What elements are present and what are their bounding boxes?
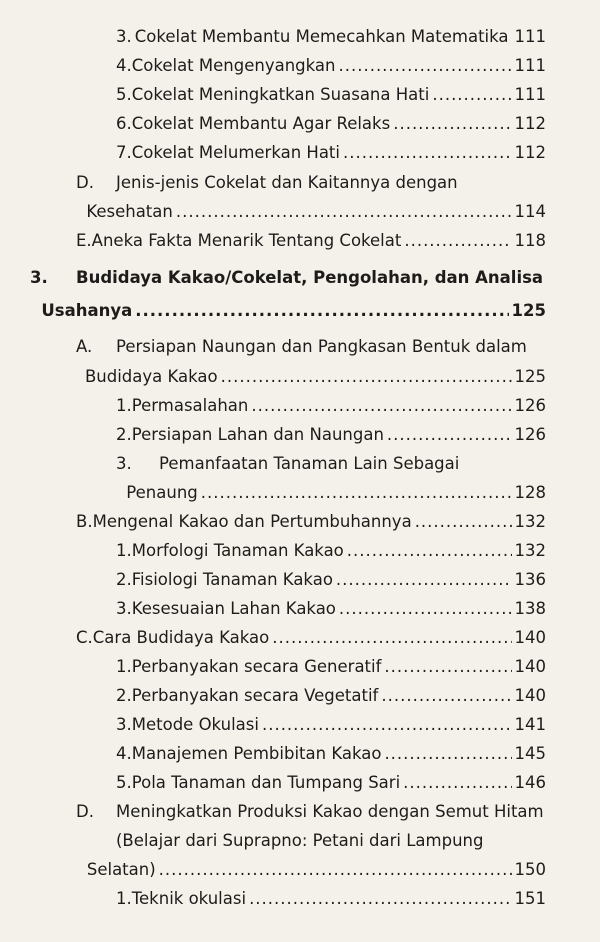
toc-entry-title: Usahanya [41,301,133,320]
toc-entry-number: 1. [116,657,132,676]
toc-entry [76,201,546,223]
toc-entry-number: D. [76,802,94,821]
toc-entry [116,26,546,48]
toc-page-number: 125 [511,301,546,320]
toc-entry [116,685,546,707]
toc-page-number: 112 [514,114,546,133]
toc-entry-title: Cokelat Melumerkan Hati [131,143,340,162]
toc-dot-leader [403,772,511,794]
toc-entry-title: Budidaya Kakao [84,367,218,386]
toc-entry-title: Morfologi Tanaman Kakao [131,541,344,560]
toc-entry-number: 2. [116,686,132,705]
toc-entry-number: 5. [116,85,132,104]
toc-entry-number: B. [76,512,93,531]
toc-dot-leader [393,113,511,135]
toc-page-number: 140 [514,628,546,647]
toc-entry [116,142,546,164]
toc-entry-number: D. [76,173,94,192]
toc-entry [76,366,546,388]
toc-entry-title: Pemanfaatan Tanaman Lain Sebagai [159,454,460,473]
toc-entry [116,395,546,417]
toc-page-number: 141 [514,715,546,734]
toc-entry [116,569,546,591]
toc-entry-number: 3. [116,454,132,473]
toc-entry [116,772,546,794]
toc-page-number: 150 [514,860,546,879]
toc-entry-title: Persiapan Naungan dan Pangkasan Bentuk dalam [116,337,527,356]
toc-entry [76,859,546,881]
toc-entry-number: C. [76,628,93,647]
toc-dot-leader [272,627,511,649]
toc-entry-title: (Belajar dari Suprapno: Petani dari Lampung [116,831,484,850]
toc-page-number: 140 [514,657,546,676]
toc-entry-number: 7. [116,143,132,162]
toc-dot-leader [135,300,508,322]
toc-dot-leader [201,482,512,504]
toc-entry-title: Cokelat Mengenyangkan [131,56,336,75]
toc-entry-title: Kesesuaian Lahan Kakao [131,599,336,618]
toc-dot-leader [404,230,511,252]
toc-page-number: 126 [514,425,546,444]
toc-entry [116,453,459,475]
toc-dot-leader [176,201,512,223]
toc-entry [116,55,546,77]
toc-entry-number: 3. [116,599,132,618]
toc-entry [116,888,546,910]
toc-entry-number: E. [76,231,92,250]
toc-dot-leader [384,656,511,678]
toc-entry-number: 2. [116,570,132,589]
toc-entry-title: Meningkatkan Produksi Kakao dengan Semut Hitam [116,802,544,821]
toc-entry [30,267,543,289]
toc-entry-title: Fisiologi Tanaman Kakao [131,570,333,589]
toc-entry-number: 3. [116,27,132,46]
toc-entry-number: 2. [116,425,132,444]
toc-entry-title: Perbanyakan secara Generatif [131,657,382,676]
toc-entry-title: Jenis-jenis Cokelat dan Kaitannya dengan [116,173,458,192]
toc-dot-leader [343,142,512,164]
toc-dot-leader [159,859,512,881]
toc-page-number: 146 [514,773,546,792]
toc-page-number: 112 [514,143,546,162]
toc-entry [116,598,546,620]
toc-entry [116,714,546,736]
toc-page-number: 132 [514,512,546,531]
toc-page-number: 151 [514,889,546,908]
toc-entry-number: 4. [116,56,132,75]
toc-page-number: 132 [514,541,546,560]
toc-entry-title: Budidaya Kakao/Cokelat, Pengolahan, dan Analisa [76,268,544,287]
toc-page-number: 126 [514,396,546,415]
toc-entry [76,230,546,252]
toc-entry-title: Metode Okulasi [131,715,259,734]
toc-dot-leader [381,685,511,707]
toc-entry-title: Cokelat Membantu Agar Relaks [131,114,391,133]
toc-dot-leader [249,888,511,910]
toc-page-number: 136 [514,570,546,589]
toc-page-number: 111 [514,85,546,104]
toc-dot-leader [338,55,511,77]
toc-entry-number: 3. [30,268,48,287]
toc-entry [116,743,546,765]
toc-entry-title: Cokelat Membantu Memecahkan Matematika [134,27,509,46]
toc-dot-leader [387,424,512,446]
toc-entry [116,113,546,135]
toc-entry-number: 1. [116,889,132,908]
toc-page-number: 125 [514,367,546,386]
toc-page-number: 111 [514,27,546,46]
toc-page-number: 145 [514,744,546,763]
toc-dot-leader [432,84,511,106]
toc-page-number: 128 [514,483,546,502]
toc-entry-number: 4. [116,744,132,763]
toc-dot-leader [221,366,512,388]
toc-page-number: 138 [514,599,546,618]
toc-entry-title: Selatan) [86,860,156,879]
toc-entry [76,801,544,823]
toc-entry [76,627,546,649]
toc-entry-number: 5. [116,773,132,792]
toc-entry-title: Teknik okulasi [131,889,247,908]
toc-entry-number: 3. [116,715,132,734]
toc-entry [116,482,546,504]
toc-entry-title: Penaung [126,483,198,502]
toc-dot-leader [251,395,511,417]
toc-entry-number: 6. [116,114,132,133]
toc-entry-title: Persiapan Lahan dan Naungan [131,425,384,444]
toc-page-number: 114 [514,202,546,221]
toc-entry-title: Permasalahan [131,396,249,415]
toc-entry-title: Mengenal Kakao dan Pertumbuhannya [92,512,412,531]
toc-dot-leader [347,540,512,562]
toc-dot-leader [339,598,512,620]
toc-page-number: 111 [514,56,546,75]
toc-entry [116,84,546,106]
toc-entry-title: Manajemen Pembibitan Kakao [131,744,382,763]
toc-entry-title: Aneka Fakta Menarik Tentang Cokelat [91,231,402,250]
toc-dot-leader [262,714,512,736]
toc-entry-title: Cara Budidaya Kakao [92,628,270,647]
toc-entry [116,424,546,446]
toc-entry-title: Perbanyakan secara Vegetatif [131,686,379,705]
toc-entry [116,656,546,678]
toc-entry-number: 1. [116,396,132,415]
toc-page-number: 118 [514,231,546,250]
toc-entry-number: A. [76,337,93,356]
toc-entry-title: Cokelat Meningkatkan Suasana Hati [131,85,430,104]
toc-entry [30,300,546,322]
toc-entry-title: Kesehatan [86,202,173,221]
toc-dot-leader [384,743,511,765]
toc-entry-number: 1. [116,541,132,560]
toc-dot-leader [415,511,512,533]
toc-page-number: 140 [514,686,546,705]
toc-entry [116,540,546,562]
toc-dot-leader [336,569,512,591]
toc-entry [76,172,458,194]
toc-entry [76,830,483,852]
toc-entry [76,511,546,533]
toc-entry-title: Pola Tanaman dan Tumpang Sari [131,773,401,792]
toc-entry [76,336,527,358]
